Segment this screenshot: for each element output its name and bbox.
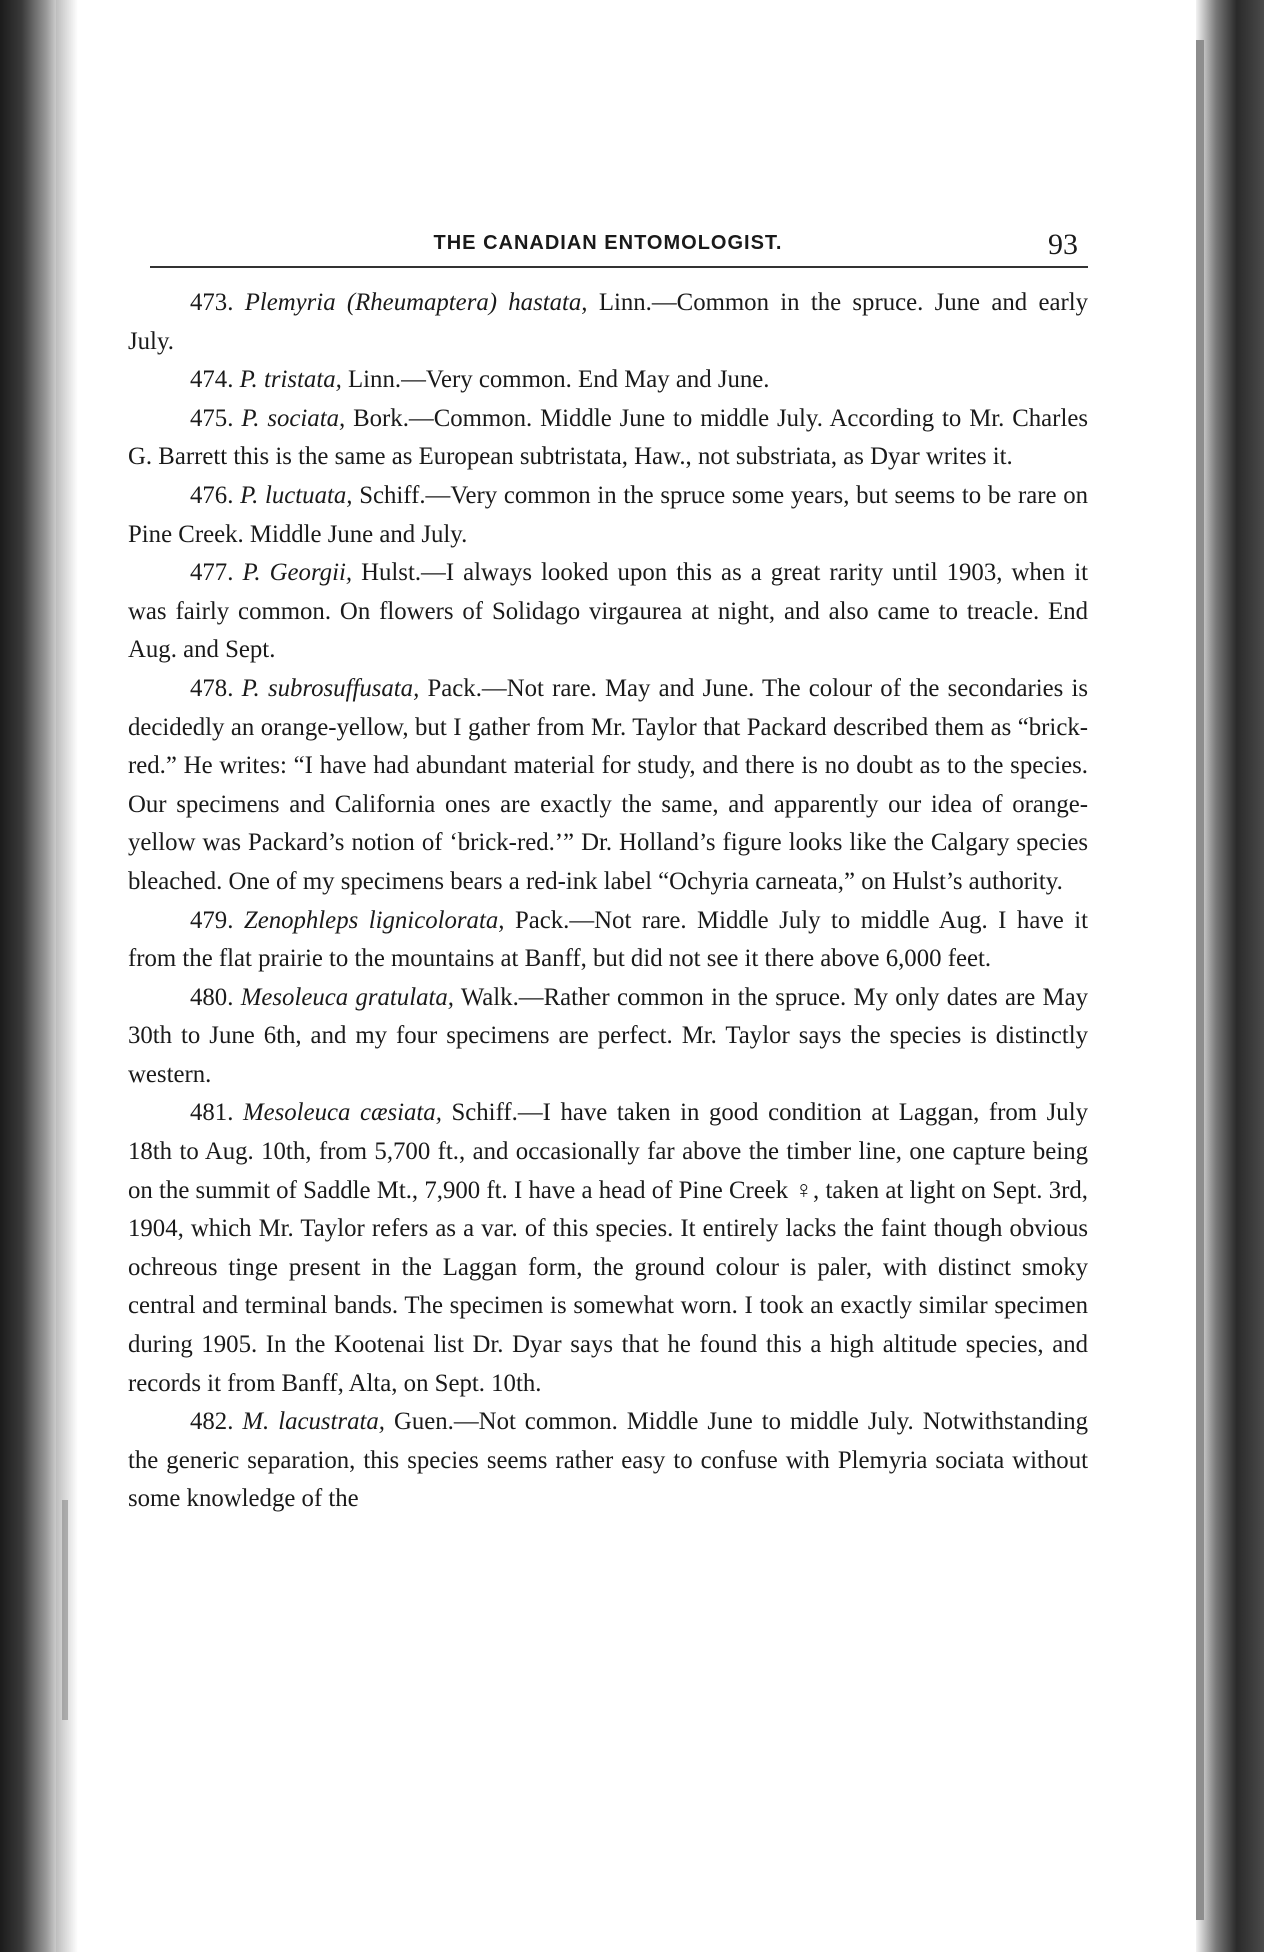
species-entry-478 <box>128 670 1088 902</box>
scan-edge-right <box>1196 0 1264 1952</box>
species-name: P. sociata, <box>241 404 346 432</box>
entry-text: —Not rare. May and June. The colour of the secondaries is decidedly an orange-yellow, but I gather from Mr. Taylor that Packard described them as “brick-red.” He writes: “I have had abundant material for study, and there is no doubt as to the species. Our specimens and California ones are exactly the same, and apparently our idea of orange-yellow was Packard’s notion of ‘brick-red.’” Dr. Holland’s figure looks like the Calgary species bleached. One of my specimens bears a red-ink label “Ochyria carneata,” on Hulst’s authority. <box>128 674 1089 895</box>
authority: Hulst. <box>361 559 422 587</box>
book-page <box>128 220 1088 1820</box>
authority: Guen. <box>393 1408 454 1436</box>
species-entry-477 <box>128 554 1088 670</box>
species-name: P. Georgii, <box>242 559 353 587</box>
entry-number: 477. <box>190 559 234 587</box>
running-head <box>128 220 1088 270</box>
species-entry-479 <box>128 902 1088 979</box>
authority: Pack. <box>514 906 570 934</box>
entry-number: 479. <box>190 906 234 934</box>
entry-text: —Rather common in the spruce. My only dates are May 30th to June 6th, and my four specimens are perfect. Mr. Taylor says the species is distinctly western. <box>128 983 1089 1088</box>
entry-text: —I have taken in good condition at Laggan, from July 18th to Aug. 10th, from 5,700 ft., and occasionally far above the timber line, one capture being on the summit of Saddle Mt., 7,900 ft. I have a head of Pine Creek ♀, taken at light on Sept. 3rd, 1904, which Mr. Taylor refers as a var. of this species. It entirely lacks the faint though obvious ochreous tinge present in the Laggan form, the ground colour is paler, with distinct smoky central and terminal bands. The specimen is somewhat worn. I took an exactly similar specimen during 1905. In the Kootenai list Dr. Dyar says that he found this a high altitude species, and records it from Banff, Alta, on Sept. 10th. <box>128 1099 1088 1397</box>
authority: Walk. <box>460 983 519 1011</box>
authority: Schiff. <box>451 1099 518 1127</box>
page-stack-edge <box>1196 40 1204 1920</box>
species-name: P. subrosuffusata, <box>241 674 420 702</box>
entry-number: 476. <box>190 481 234 509</box>
species-entry-476 <box>128 477 1088 554</box>
species-entry-474 <box>128 361 1088 400</box>
species-entry-473 <box>128 284 1088 361</box>
page-number: 93 <box>1048 228 1078 261</box>
entry-number: 482. <box>190 1408 234 1436</box>
scan-mark <box>62 1500 68 1720</box>
entry-text: —I always looked upon this as a great rarity until 1903, when it was fairly common. On flowers of Solidago virgaurea at night, and also came to treacle. End Aug. and Sept. <box>128 559 1088 664</box>
running-title: THE CANADIAN ENTOMOLOGIST. <box>433 232 783 254</box>
entry-text: —Not common. Middle June to middle July. Notwithstanding the generic separation, this species seems rather easy to confuse with Plemyria sociata without some knowledge of the <box>128 1408 1089 1513</box>
authority: Bork. <box>353 404 409 432</box>
species-name: P. tristata, <box>239 366 342 394</box>
authority: Schiff. <box>359 481 426 509</box>
authority: Linn. <box>598 289 652 316</box>
species-name: Zenophleps lignicolorata, <box>243 906 505 934</box>
species-entry-480 <box>128 979 1088 1095</box>
species-name: Mesoleuca cæsiata, <box>242 1099 442 1127</box>
authority: Pack. <box>427 674 482 702</box>
entry-number: 481. <box>190 1099 234 1127</box>
entry-text: —Very common. End May and June. <box>401 366 770 394</box>
entry-text: —Common in the spruce. June and early July. <box>128 289 1088 355</box>
entry-number: 473. <box>190 289 234 316</box>
authority: Linn. <box>348 366 402 394</box>
entry-number: 474. <box>190 366 234 394</box>
species-name: M. lacustrata, <box>242 1408 385 1436</box>
entry-number: 475. <box>190 404 234 432</box>
entry-text: —Very common in the spruce some years, but seems to be rare on Pine Creek. Middle June and July. <box>128 481 1088 548</box>
species-name: Mesoleuca gratulata, <box>240 983 454 1011</box>
body-text <box>128 284 1088 1519</box>
species-entry-482 <box>128 1403 1088 1519</box>
header-rule <box>150 266 1088 268</box>
entry-number: 480. <box>190 983 234 1011</box>
scan-edge-left <box>0 0 62 1952</box>
species-name: P. luctuata, <box>240 481 353 509</box>
species-name: Plemyria (Rheumaptera) hastata, <box>244 289 588 316</box>
species-entry-481 <box>128 1094 1088 1403</box>
entry-number: 478. <box>190 674 234 702</box>
entry-text: —Not rare. Middle July to middle Aug. I have it from the flat prairie to the mountains at Banff, but did not see it there above 6,000 feet. <box>128 906 1088 973</box>
species-entry-475 <box>128 400 1088 477</box>
entry-text: —Common. Middle June to middle July. According to Mr. Charles G. Barrett this is the same as European subtristata, Haw., not substriata, as Dyar writes it. <box>128 404 1088 471</box>
